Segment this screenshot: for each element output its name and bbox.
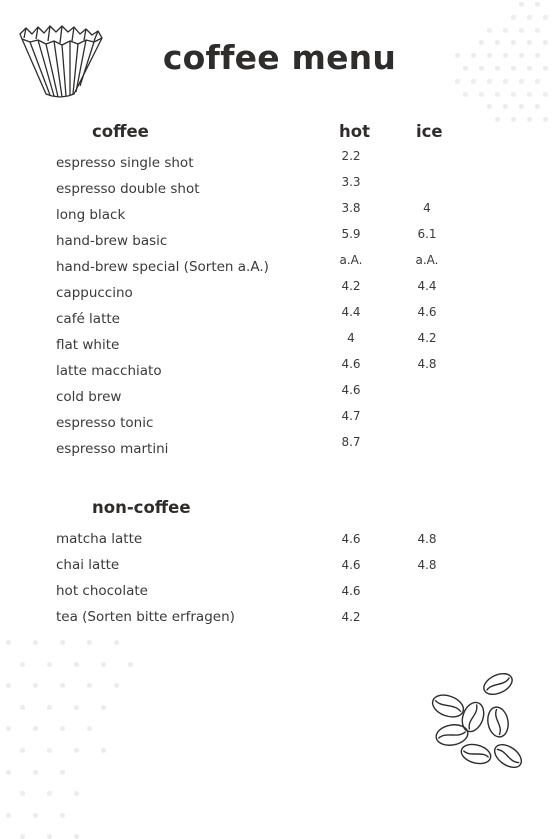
decorative-dot — [33, 813, 38, 818]
menu-item-price-ice: 4.4 — [417, 279, 437, 293]
menu-item-price-hot: 8.7 — [341, 435, 361, 449]
decorative-dot — [20, 662, 25, 667]
decorative-dot — [535, 28, 540, 33]
decorative-dot — [47, 834, 52, 839]
menu-item-price-ice: 6.1 — [417, 227, 437, 241]
page-title: coffee menu — [162, 38, 397, 77]
decorative-dot — [479, 92, 484, 97]
decorative-dot — [101, 705, 106, 710]
coffee-beans-icon — [426, 668, 530, 774]
menu-item-price-hot: a.A. — [339, 253, 363, 267]
decorative-dot — [503, 104, 508, 109]
decorative-dot — [471, 79, 476, 84]
menu-item-name: café latte — [56, 311, 120, 327]
menu-item-price-hot: 4.7 — [341, 409, 361, 423]
decorative-dot — [60, 770, 65, 775]
menu-item-price-ice: 4.8 — [417, 558, 437, 572]
decorative-dot — [87, 726, 92, 731]
decorative-dot — [47, 662, 52, 667]
menu-item-price-ice: 4.2 — [417, 331, 437, 345]
decorative-dot — [74, 662, 79, 667]
decorative-dot — [60, 726, 65, 731]
section-heading-coffee: coffee — [92, 122, 149, 141]
decorative-dot — [74, 834, 79, 839]
menu-item-price-hot: 4.2 — [341, 610, 361, 624]
decorative-dot — [535, 79, 540, 84]
decorative-dot — [503, 28, 508, 33]
decorative-dot — [519, 28, 524, 33]
decorative-dot — [74, 791, 79, 796]
menu-item-price-ice: 4.6 — [417, 305, 437, 319]
column-header-hot: hot — [339, 122, 370, 141]
decorative-dot — [535, 104, 540, 109]
decorative-dot — [519, 104, 524, 109]
menu-item-price-hot: 4.6 — [341, 383, 361, 397]
menu-item-name: flat white — [56, 337, 120, 353]
menu-item-name: hot chocolate — [56, 583, 148, 599]
menu-item-name: espresso martini — [56, 441, 169, 457]
decorative-dot — [87, 640, 92, 645]
menu-item-price-hot: 4.2 — [341, 279, 361, 293]
decorative-dot — [20, 791, 25, 796]
decorative-dot — [33, 640, 38, 645]
decorative-dot — [60, 683, 65, 688]
menu-item-price-hot: 4.4 — [341, 305, 361, 319]
menu-item-name: matcha latte — [56, 531, 143, 547]
decorative-dot — [487, 28, 492, 33]
decorative-dot — [87, 683, 92, 688]
decorative-dot — [519, 79, 524, 84]
menu-item-name: latte macchiato — [56, 363, 162, 379]
decorative-dot — [33, 726, 38, 731]
decorative-dot — [6, 640, 11, 645]
decorative-dot — [20, 834, 25, 839]
menu-item-price-ice: a.A. — [415, 253, 439, 267]
decorative-dot — [101, 662, 106, 667]
menu-item-price-hot: 4.6 — [341, 584, 361, 598]
decorative-dot — [503, 79, 508, 84]
menu-item-name: cold brew — [56, 389, 122, 405]
decorative-dot — [47, 748, 52, 753]
menu-item-name: tea (Sorten bitte erfragen) — [56, 609, 235, 625]
decorative-dot — [114, 683, 119, 688]
decorative-dot — [495, 92, 500, 97]
decorative-dot — [455, 79, 460, 84]
decorative-dot — [60, 640, 65, 645]
decorative-dot — [101, 748, 106, 753]
menu-item-price-hot: 5.9 — [341, 227, 361, 241]
decorative-dot — [6, 770, 11, 775]
menu-item-name: espresso tonic — [56, 415, 154, 431]
decorative-dot — [60, 813, 65, 818]
decorative-dot — [495, 117, 500, 122]
menu-item-price-ice: 4.8 — [417, 532, 437, 546]
menu-item-name: cappuccino — [56, 285, 133, 301]
menu-item-price-hot: 3.3 — [341, 175, 361, 189]
decorative-dot — [74, 748, 79, 753]
menu-item-price-hot: 4 — [347, 331, 355, 345]
decorative-dot — [6, 726, 11, 731]
decorative-dot — [487, 104, 492, 109]
menu-item-name: chai latte — [56, 557, 120, 573]
decorative-dot — [487, 79, 492, 84]
menu-item-price-hot: 4.6 — [341, 532, 361, 546]
decorative-dot — [527, 92, 532, 97]
decorative-dot — [20, 705, 25, 710]
decorative-dot — [47, 791, 52, 796]
decorative-dot — [128, 662, 133, 667]
decorative-dot — [511, 92, 516, 97]
decorative-dot — [20, 748, 25, 753]
decorative-dot — [33, 683, 38, 688]
menu-item-price-hot: 3.8 — [341, 201, 361, 215]
decorative-dot — [511, 117, 516, 122]
section-heading-non-coffee: non-coffee — [92, 498, 191, 517]
menu-item-price-ice: 4 — [423, 201, 431, 215]
menu-item-price-ice: 4.8 — [417, 357, 437, 371]
decorative-dot — [114, 640, 119, 645]
decorative-dot — [33, 770, 38, 775]
decorative-dot — [47, 705, 52, 710]
decorative-dot — [6, 683, 11, 688]
decorative-dot — [543, 117, 548, 122]
menu-item-name: long black — [56, 207, 126, 223]
menu-item-name: espresso double shot — [56, 181, 200, 197]
menu-item-name: hand-brew basic — [56, 233, 168, 249]
decorative-dot — [543, 92, 548, 97]
menu-item-price-hot: 2.2 — [341, 149, 361, 163]
decorative-dot — [74, 705, 79, 710]
decorative-dot — [463, 92, 468, 97]
menu-item-price-hot: 4.6 — [341, 357, 361, 371]
decorative-dot — [6, 813, 11, 818]
menu-item-price-hot: 4.6 — [341, 558, 361, 572]
column-header-ice: ice — [416, 122, 443, 141]
decorative-dot — [527, 117, 532, 122]
menu-item-name: hand-brew special (Sorten a.A.) — [56, 259, 269, 275]
menu-item-name: espresso single shot — [56, 155, 194, 171]
